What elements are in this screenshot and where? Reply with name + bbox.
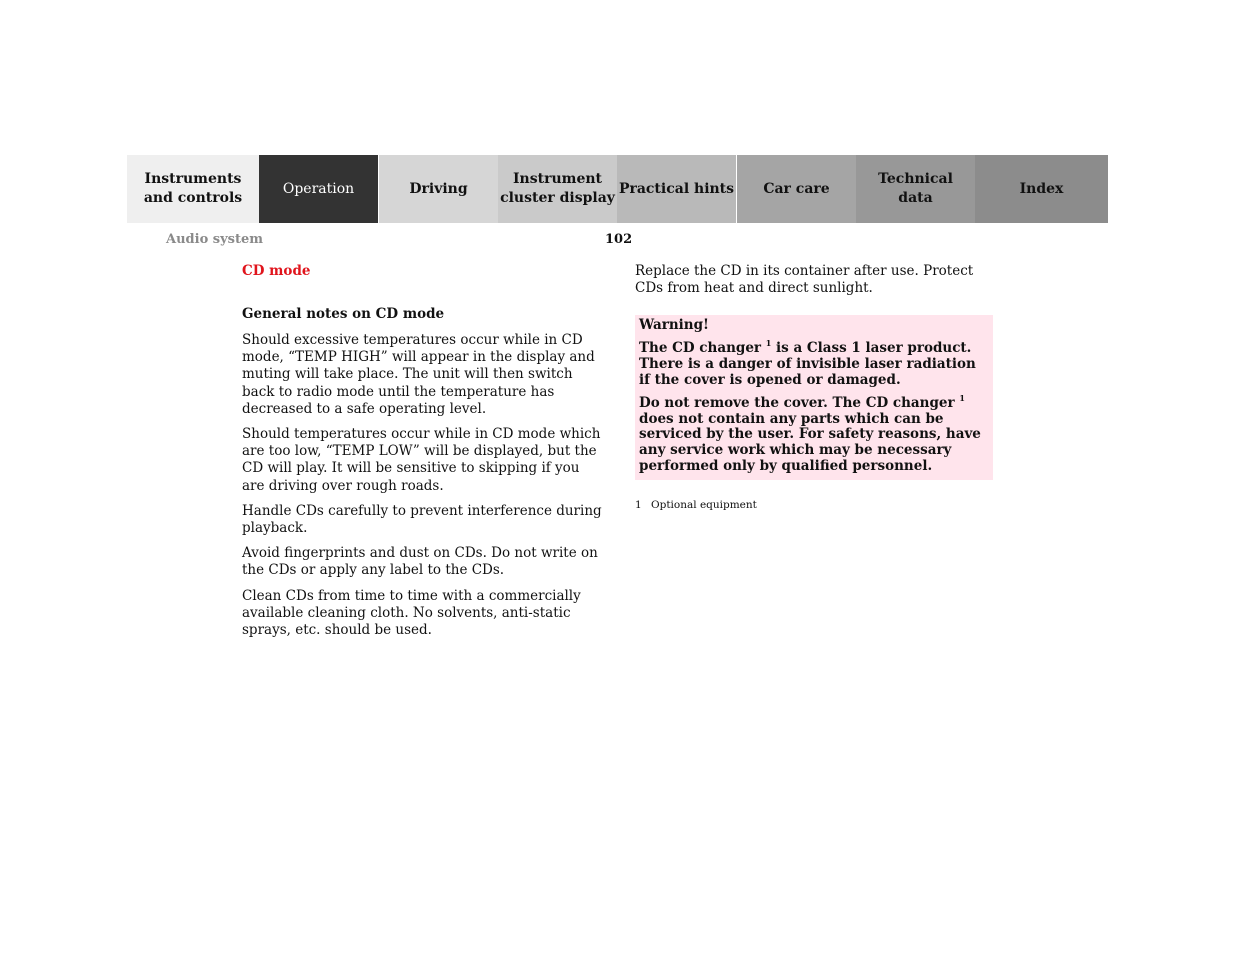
footnote: [635, 498, 993, 512]
warning-text: The CD changer: [639, 340, 766, 357]
paragraph: Replace the CD in its container after use. Protect CDs from heat and direct sunlight.: [635, 263, 974, 297]
paragraph: Clean CDs from time to time with a commercially available cleaning cloth. No solvents, anti-static sprays, etc. should be used.: [242, 587, 581, 639]
warning-box: [635, 315, 993, 480]
tab-car-care[interactable]: Car care: [737, 155, 856, 223]
paragraph: Should excessive temperatures occur while in CD mode, “TEMP HIGH” will appear in the display and muting will take place. The unit will then switch back to radio mode until the temperature has decreased to a safe operating level.: [242, 332, 595, 417]
tab-driving[interactable]: Driving: [379, 155, 498, 223]
footnote-ref: 1: [959, 393, 965, 404]
warning-text: does not contain any parts which can be serviced by the user. For safety reasons, have any service work which may be necessary performed only by qualified personnel.: [639, 410, 981, 474]
footnote-text: Optional equipment: [651, 499, 757, 512]
left-column: [242, 263, 602, 647]
section-title: Audio system: [166, 232, 263, 247]
footnote-ref: 1: [765, 338, 772, 349]
tab-practical-hints[interactable]: Practical hints: [617, 155, 736, 223]
warning-paragraph: [639, 393, 989, 474]
tab-instrument-cluster-display[interactable]: Instrument cluster display: [498, 155, 617, 223]
paragraph: Handle CDs carefully to prevent interference during playback.: [242, 502, 602, 537]
warning-paragraph: [639, 338, 989, 388]
page-number: 102: [605, 232, 633, 247]
footnote-number: 1: [635, 499, 642, 512]
tab-instruments-and-controls[interactable]: Instruments and controls: [127, 155, 259, 223]
warning-text: Do not remove the cover. The CD changer: [639, 395, 960, 412]
paragraph: Avoid fingerprints and dust on CDs. Do not write on the CDs or apply any label to the CDs.: [242, 545, 598, 579]
tab-operation[interactable]: Operation: [259, 155, 378, 223]
tab-technical-data[interactable]: Technical data: [856, 155, 975, 223]
chapter-tab-bar: [127, 155, 1108, 223]
tab-index[interactable]: Index: [975, 155, 1108, 223]
page-heading: CD mode: [242, 263, 311, 279]
subheading: General notes on CD mode: [242, 306, 445, 322]
right-column: [635, 263, 993, 512]
warning-title: Warning!: [639, 317, 709, 334]
paragraph: Should temperatures occur while in CD mode which are too low, “TEMP LOW” will be displayed, but the CD will play. It will be sensitive to skipping if you are driving over rough roads.: [242, 426, 601, 494]
warning-text: is a Class 1 laser product. There is a danger of invisible laser radiation if the cover is opened or damaged.: [639, 340, 976, 388]
